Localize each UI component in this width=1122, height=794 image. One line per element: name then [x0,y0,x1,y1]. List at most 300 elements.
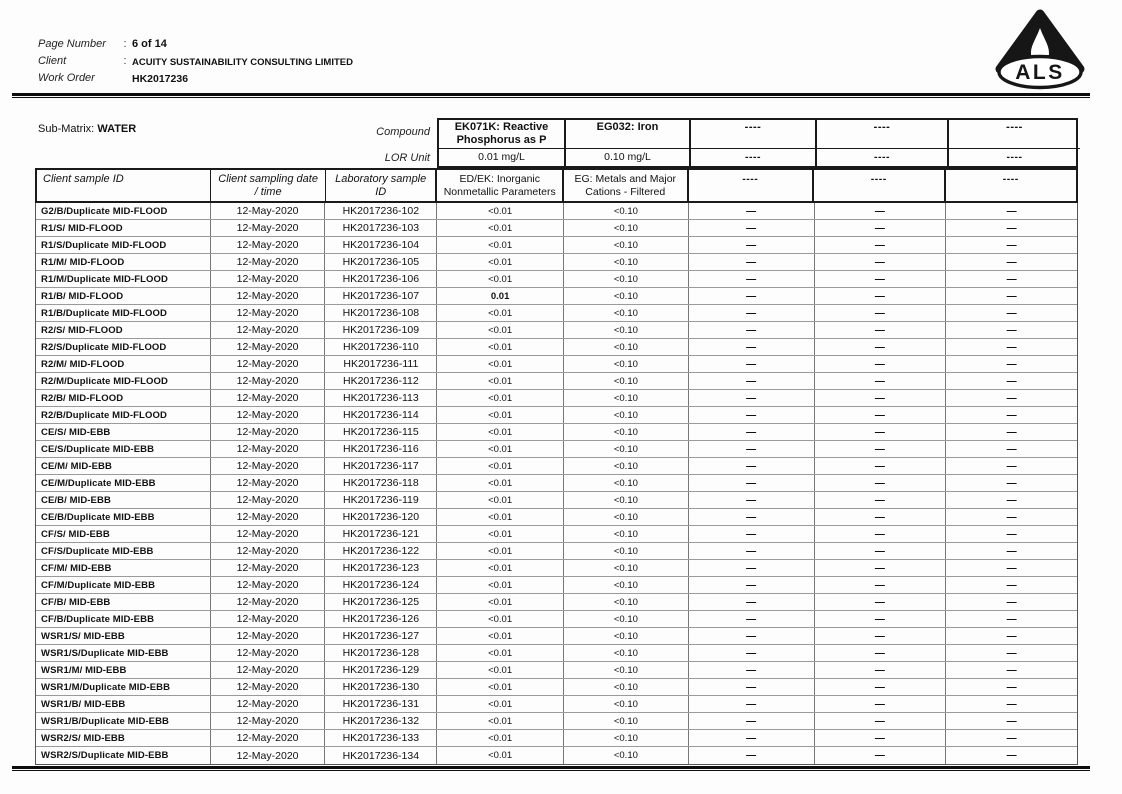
client-sample-id-cell: WSR1/S/Duplicate MID-EBB [36,645,211,661]
empty-value-cell: — [689,322,815,338]
iron-value-cell: <0.10 [564,203,689,219]
table-row [36,543,1077,560]
empty-value-cell: — [1006,477,1017,489]
table-row [36,628,1077,645]
empty-value-cell: — [815,730,947,746]
lab-sample-id-cell: HK2017236-123 [325,560,437,576]
iron-value-cell: <0.10 [564,220,689,236]
empty-value-cell: — [1006,443,1017,455]
empty-value-cell: — [689,577,815,593]
empty-value-cell: — [689,560,815,576]
empty-value-cell: — [689,526,815,542]
lab-sample-id-cell: HK2017236-109 [325,322,437,338]
empty-value-cell: — [815,390,947,406]
sampling-date-cell: 12-May-2020 [211,713,326,729]
empty-value-cell: — [689,509,815,525]
empty-value-cell: — [689,628,815,644]
table-row [36,220,1077,237]
lab-sample-id-cell: HK2017236-104 [325,237,437,253]
table-row [36,424,1077,441]
phosphorus-value-cell: <0.01 [437,441,564,457]
sampling-date-cell: 12-May-2020 [211,611,326,627]
sampling-date-cell: 12-May-2020 [211,339,326,355]
sampling-date-cell: 12-May-2020 [211,441,326,457]
iron-value-cell: <0.10 [564,424,689,440]
footer-divider [12,766,1090,771]
compound-label: Compound [376,126,430,138]
lab-sample-line1: Laboratory sample [335,173,427,185]
phosphorus-value-cell: <0.01 [437,628,564,644]
table-row [36,305,1077,322]
sampling-date-cell: 12-May-2020 [211,407,326,423]
sampling-date-cell: 12-May-2020 [211,577,326,593]
col-header-method-group: ED/EK: Inorganic Nonmetallic Parameters [437,170,564,201]
empty-value-cell: — [1006,375,1017,387]
empty-value-cell: — [815,424,947,440]
empty-value-cell: — [689,339,815,355]
client-row [38,55,353,72]
sampling-date-cell: 12-May-2020 [211,662,326,678]
client-sample-id-cell: CF/B/Duplicate MID-EBB [36,611,211,627]
empty-value-cell: — [815,696,947,712]
empty-value-cell: — [1006,205,1017,217]
empty-value-cell: — [689,390,815,406]
sampling-date-cell: 12-May-2020 [211,645,326,661]
phosphorus-value-cell: <0.01 [437,203,564,219]
sampling-date-cell: 12-May-2020 [211,254,326,270]
column-header-row [35,168,1078,203]
empty-value-cell: — [1006,750,1017,761]
lab-sample-id-cell: HK2017236-129 [325,662,437,678]
empty-value-cell: — [689,441,815,457]
header-divider [12,93,1090,98]
empty-value-cell: — [1006,664,1017,676]
empty-value-cell: — [815,322,947,338]
client-sample-id-cell: CE/S/ MID-EBB [36,424,211,440]
empty-value-cell: — [1006,409,1017,421]
phosphorus-value-cell: <0.01 [437,662,564,678]
table-row [36,713,1077,730]
work-order-row [38,72,353,89]
table-row [36,747,1077,764]
sampling-date-line1: Client sampling date [218,173,318,185]
sampling-date-cell: 12-May-2020 [211,305,326,321]
sampling-date-cell: 12-May-2020 [211,594,326,610]
col-header-method-empty: ---- [689,170,815,201]
iron-value-cell: <0.10 [564,441,689,457]
analyte-name-empty: ---- [817,120,949,149]
client-sample-id-cell: CF/S/Duplicate MID-EBB [36,543,211,559]
lab-sample-id-cell: HK2017236-127 [325,628,437,644]
empty-value-cell: — [815,475,947,491]
empty-value-cell: — [815,747,947,764]
empty-value-cell: — [1006,341,1017,353]
table-row [36,509,1077,526]
iron-value-cell: <0.10 [564,271,689,287]
iron-value-cell: <0.10 [564,254,689,270]
empty-value-cell: — [1006,511,1017,523]
empty-value-cell: — [815,203,947,219]
phosphorus-value-cell: <0.01 [437,492,564,508]
empty-value-cell: — [1006,562,1017,574]
analyte-lor-empty: ---- [1006,151,1023,163]
empty-value-cell: — [1006,392,1017,404]
iron-value-cell: <0.10 [564,577,689,593]
iron-value-cell: <0.10 [564,322,689,338]
iron-value-cell: <0.10 [564,526,689,542]
phosphorus-value-cell: <0.01 [437,220,564,236]
lor-unit-label: LOR Unit [384,152,430,164]
empty-value-cell: — [689,611,815,627]
table-row [36,645,1077,662]
iron-value-cell: <0.10 [564,390,689,406]
phosphorus-value-cell: <0.01 [437,594,564,610]
iron-value-cell: <0.10 [564,696,689,712]
empty-value-cell: — [815,356,947,372]
empty-value-cell: — [689,645,815,661]
phosphorus-value-cell: <0.01 [437,322,564,338]
table-row [36,730,1077,747]
lab-sample-id-cell: HK2017236-118 [325,475,437,491]
client-sample-id-cell: R2/B/Duplicate MID-FLOOD [36,407,211,423]
phosphorus-value-cell: <0.01 [437,390,564,406]
sampling-date-cell: 12-May-2020 [211,237,326,253]
table-row [36,492,1077,509]
empty-value-cell: — [815,441,947,457]
empty-value-cell: — [1006,579,1017,591]
lab-sample-id-cell: HK2017236-108 [325,305,437,321]
empty-value-cell: — [689,424,815,440]
empty-value-cell: — [1006,698,1017,710]
sampling-date-cell: 12-May-2020 [211,322,326,338]
sampling-date-cell: 12-May-2020 [211,458,326,474]
client-sample-id-cell: CF/S/ MID-EBB [36,526,211,542]
sub-matrix [38,123,136,135]
empty-value-cell: — [815,271,947,287]
lab-sample-id-cell: HK2017236-126 [325,611,437,627]
client-value: ACUITY SUSTAINABILITY CONSULTING LIMITED [132,56,353,68]
iron-value-cell: <0.10 [564,679,689,695]
empty-value-cell: — [815,679,947,695]
lab-sample-line2: ID [375,186,387,198]
table-row [36,237,1077,254]
client-sample-id-cell: R2/S/ MID-FLOOD [36,322,211,338]
phosphorus-value-cell: <0.01 [437,543,564,559]
empty-value-cell: — [689,356,815,372]
empty-value-cell: — [689,271,815,287]
client-sample-id-cell: WSR1/M/ MID-EBB [36,662,211,678]
analyte-lor-empty: ---- [817,149,949,168]
phosphorus-value-cell: <0.01 [437,424,564,440]
table-row [36,475,1077,492]
client-sample-id-cell: R2/S/Duplicate MID-FLOOD [36,339,211,355]
client-sample-id-cell: CE/B/ MID-EBB [36,492,211,508]
iron-value-cell: <0.10 [564,509,689,525]
iron-value-cell: <0.10 [564,373,689,389]
empty-value-cell: — [1006,545,1017,557]
phosphorus-value-cell: <0.01 [437,577,564,593]
table-row [36,458,1077,475]
lab-sample-id-cell: HK2017236-120 [325,509,437,525]
client-sample-id-cell: R1/M/Duplicate MID-FLOOD [36,271,211,287]
table-row [36,662,1077,679]
sampling-date-cell: 12-May-2020 [211,679,326,695]
lab-sample-id-cell: HK2017236-116 [325,441,437,457]
empty-value-cell: — [1006,732,1017,744]
sampling-date-cell: 12-May-2020 [211,475,326,491]
empty-value-cell: — [815,254,947,270]
empty-value-cell: — [815,237,947,253]
client-sample-id-cell: R2/B/ MID-FLOOD [36,390,211,406]
phosphorus-value-cell: <0.01 [437,254,564,270]
table-row [36,288,1077,305]
empty-value-cell: — [689,543,815,559]
iron-value-cell: <0.10 [564,237,689,253]
col-header-lab-sample-id [326,170,438,201]
table-row [36,407,1077,424]
iron-value-cell: <0.10 [564,628,689,644]
empty-value-cell: — [815,458,947,474]
table-row [36,203,1077,220]
phosphorus-value-cell: <0.01 [437,373,564,389]
empty-value-cell: — [1006,630,1017,642]
empty-value-cell: — [1006,358,1017,370]
client-sample-id-cell: R1/S/ MID-FLOOD [36,220,211,236]
page-number-value: 6 of 14 [132,38,167,50]
phosphorus-value-cell: <0.01 [437,696,564,712]
lab-sample-id-cell: HK2017236-114 [325,407,437,423]
phosphorus-value-cell: <0.01 [437,611,564,627]
sub-matrix-value: WATER [97,123,137,135]
client-label: Client [38,55,67,67]
table-row [36,322,1077,339]
phosphorus-value-cell: <0.01 [437,475,564,491]
empty-value-cell: — [689,458,815,474]
lab-sample-id-cell: HK2017236-124 [325,577,437,593]
empty-value-cell: — [815,713,947,729]
phosphorus-value-cell: <0.01 [437,747,564,764]
phosphorus-value-cell: <0.01 [437,560,564,576]
sampling-date-cell: 12-May-2020 [211,203,326,219]
client-sample-id-cell: WSR1/M/Duplicate MID-EBB [36,679,211,695]
empty-value-cell: — [689,288,815,304]
client-sample-id-cell: CF/M/ MID-EBB [36,560,211,576]
phosphorus-value-cell: <0.01 [437,645,564,661]
phosphorus-value-cell: <0.01 [437,509,564,525]
empty-value-cell: — [689,475,815,491]
sampling-date-cell: 12-May-2020 [211,560,326,576]
phosphorus-value-cell: <0.01 [437,339,564,355]
lab-sample-id-cell: HK2017236-134 [325,747,437,764]
table-row [36,577,1077,594]
iron-value-cell: <0.10 [564,407,689,423]
empty-value-cell: — [815,305,947,321]
lab-sample-id-cell: HK2017236-113 [325,390,437,406]
empty-value-cell: — [1006,681,1017,693]
client-sample-id-cell: CE/B/Duplicate MID-EBB [36,509,211,525]
iron-value-cell: <0.10 [564,645,689,661]
table-row [36,339,1077,356]
phosphorus-value-cell: <0.01 [437,271,564,287]
iron-value-cell: <0.10 [564,543,689,559]
lab-sample-id-cell: HK2017236-119 [325,492,437,508]
empty-value-cell: — [815,373,947,389]
phosphorus-value-cell: <0.01 [437,679,564,695]
empty-value-cell: — [689,237,815,253]
empty-value-cell: — [689,662,815,678]
analyte-name: EK071K: Reactive Phosphorus as P [439,120,566,149]
table-row [36,526,1077,543]
sampling-date-cell: 12-May-2020 [211,373,326,389]
iron-value-cell: <0.10 [564,458,689,474]
empty-value-cell: — [689,679,815,695]
client-sample-id-cell: G2/B/Duplicate MID-FLOOD [36,203,211,219]
iron-value-cell: <0.10 [564,492,689,508]
client-sample-id-cell: CE/S/Duplicate MID-EBB [36,441,211,457]
col-header-client-sample-id: Client sample ID [37,170,211,201]
lab-sample-id-cell: HK2017236-115 [325,424,437,440]
phosphorus-value-cell: <0.01 [437,407,564,423]
client-sample-id-cell: R2/M/ MID-FLOOD [36,356,211,372]
lab-sample-id-cell: HK2017236-111 [325,356,437,372]
lab-sample-id-cell: HK2017236-106 [325,271,437,287]
empty-value-cell: — [815,526,947,542]
iron-value-cell: <0.10 [564,475,689,491]
empty-value-cell: — [689,305,815,321]
table-row [36,594,1077,611]
sampling-date-cell: 12-May-2020 [211,271,326,287]
table-row [36,373,1077,390]
lab-sample-id-cell: HK2017236-132 [325,713,437,729]
lab-sample-id-cell: HK2017236-107 [325,288,437,304]
client-sample-id-cell: R1/B/ MID-FLOOD [36,288,211,304]
iron-value-cell: <0.10 [564,662,689,678]
iron-value-cell: <0.10 [564,730,689,746]
lab-sample-id-cell: HK2017236-121 [325,526,437,542]
sampling-date-cell: 12-May-2020 [211,492,326,508]
phosphorus-value-cell: <0.01 [437,526,564,542]
sampling-date-cell: 12-May-2020 [211,747,326,764]
lab-sample-id-cell: HK2017236-125 [325,594,437,610]
empty-value-cell: — [815,543,947,559]
client-sample-id-cell: WSR2/S/Duplicate MID-EBB [36,747,211,764]
table-row [36,679,1077,696]
phosphorus-value-cell: <0.01 [437,356,564,372]
colon: : [123,38,127,50]
lab-sample-id-cell: HK2017236-131 [325,696,437,712]
table-row [36,390,1077,407]
client-sample-id-cell: CF/M/Duplicate MID-EBB [36,577,211,593]
work-order-label: Work Order [38,72,95,84]
client-sample-id-cell: WSR1/B/Duplicate MID-EBB [36,713,211,729]
empty-value-cell: — [815,220,947,236]
empty-value-cell: — [1006,715,1017,727]
empty-value-cell: — [1006,460,1017,472]
table-row [36,356,1077,373]
table-row [36,696,1077,713]
phosphorus-value-cell: 0.01 [437,288,564,304]
empty-value-cell: — [815,577,947,593]
empty-value-cell: — [1006,647,1017,659]
empty-value-cell: — [815,407,947,423]
client-sample-id-cell: R1/M/ MID-FLOOD [36,254,211,270]
analyte-lor: 0.01 mg/L [439,149,566,168]
lab-sample-id-cell: HK2017236-112 [325,373,437,389]
table-body [35,203,1078,765]
sampling-date-cell: 12-May-2020 [211,526,326,542]
work-order-value: HK2017236 [132,73,189,85]
empty-value-cell: — [815,509,947,525]
col-header-method-empty: ---- [814,170,946,201]
empty-value-cell: — [815,628,947,644]
empty-value-cell: — [689,492,815,508]
client-sample-id-cell: WSR1/B/ MID-EBB [36,696,211,712]
sampling-date-line2: / time [254,186,282,198]
client-sample-id-cell: R2/M/Duplicate MID-FLOOD [36,373,211,389]
iron-value-cell: <0.10 [564,594,689,610]
phosphorus-value-cell: <0.01 [437,305,564,321]
lab-sample-id-cell: HK2017236-130 [325,679,437,695]
empty-value-cell: — [1006,596,1017,608]
sampling-date-cell: 12-May-2020 [211,356,326,372]
empty-value-cell: — [689,730,815,746]
empty-value-cell: — [1006,307,1017,319]
empty-value-cell: — [689,220,815,236]
lab-sample-id-cell: HK2017236-128 [325,645,437,661]
table-row [36,441,1077,458]
svg-text:ALS: ALS [1015,61,1065,84]
table-row [36,271,1077,288]
empty-value-cell: — [689,254,815,270]
empty-value-cell: — [815,492,947,508]
sampling-date-cell: 12-May-2020 [211,628,326,644]
sampling-date-cell: 12-May-2020 [211,696,326,712]
empty-value-cell: — [1006,528,1017,540]
empty-value-cell: — [1006,222,1017,234]
empty-value-cell: — [815,288,947,304]
empty-value-cell: — [815,611,947,627]
analyte-header-grid [437,118,1078,168]
client-sample-id-cell: R1/B/Duplicate MID-FLOOD [36,305,211,321]
iron-value-cell: <0.10 [564,611,689,627]
lab-sample-id-cell: HK2017236-102 [325,203,437,219]
empty-value-cell: — [815,662,947,678]
lab-sample-id-cell: HK2017236-117 [325,458,437,474]
empty-value-cell: — [1006,256,1017,268]
iron-value-cell: <0.10 [564,339,689,355]
iron-value-cell: <0.10 [564,747,689,764]
table-row [36,560,1077,577]
empty-value-cell: — [689,373,815,389]
empty-value-cell: — [815,339,947,355]
colon: : [123,55,127,67]
phosphorus-value-cell: <0.01 [437,458,564,474]
empty-value-cell: — [815,594,947,610]
als-logo [986,8,1094,92]
client-sample-id-cell: CE/M/ MID-EBB [36,458,211,474]
empty-value-cell: — [689,713,815,729]
col-header-method-empty: ---- [1002,173,1019,185]
iron-value-cell: <0.10 [564,713,689,729]
iron-value-cell: <0.10 [564,560,689,576]
lab-sample-id-cell: HK2017236-133 [325,730,437,746]
sampling-date-cell: 12-May-2020 [211,509,326,525]
client-sample-id-cell: R1/S/Duplicate MID-FLOOD [36,237,211,253]
empty-value-cell: — [1006,494,1017,506]
col-header-sampling-date [211,170,326,201]
empty-value-cell: — [1006,273,1017,285]
empty-value-cell: — [1006,239,1017,251]
